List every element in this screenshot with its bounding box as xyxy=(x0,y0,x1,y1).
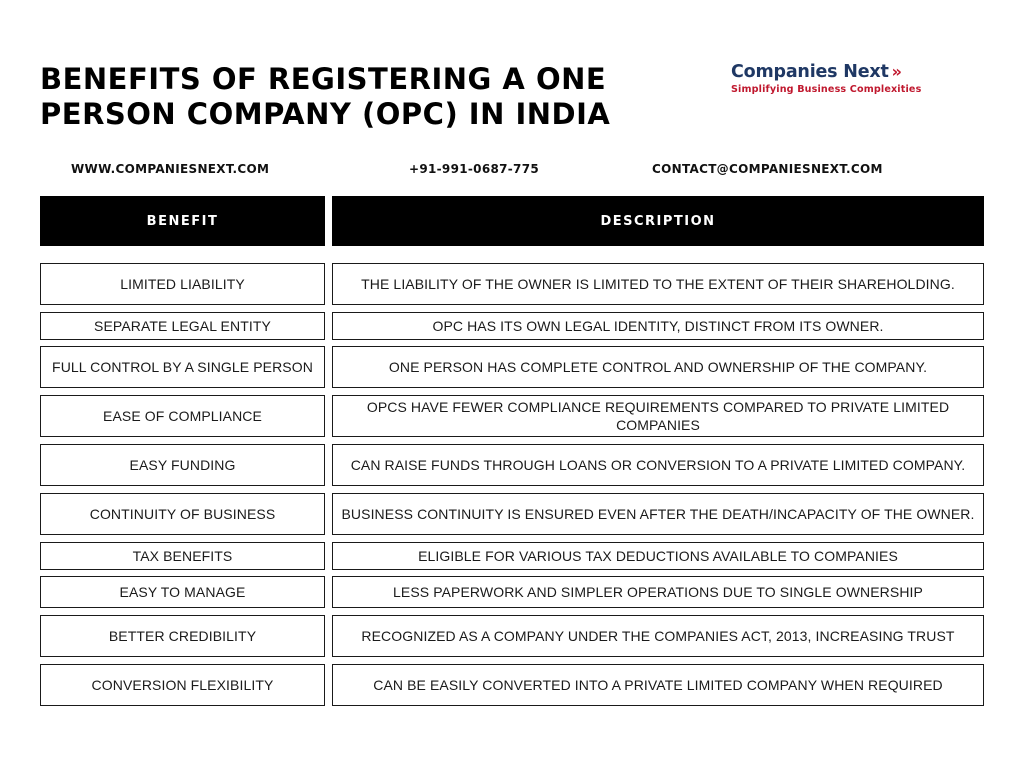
companies-next-logo xyxy=(731,62,931,95)
description-cell-limited-liability: THE LIABILITY OF THE OWNER IS LIMITED TO THE EXTENT OF THEIR SHAREHOLDING. xyxy=(332,263,984,305)
benefit-cell-conversion-flexibility: CONVERSION FLEXIBILITY xyxy=(40,664,325,706)
page-title xyxy=(40,62,660,132)
description-cell-easy-funding: CAN RAISE FUNDS THROUGH LOANS OR CONVERSION TO A PRIVATE LIMITED COMPANY. xyxy=(332,444,984,486)
description-cell-separate-legal-entity: OPC HAS ITS OWN LEGAL IDENTITY, DISTINCT FROM ITS OWNER. xyxy=(332,312,984,340)
description-column-header: DESCRIPTION xyxy=(332,196,984,246)
website-link[interactable]: WWW.COMPANIESNEXT.COM xyxy=(71,162,270,176)
description-cell-easy-to-manage: LESS PAPERWORK AND SIMPLER OPERATIONS DUE TO SINGLE OWNERSHIP xyxy=(332,576,984,608)
logo-name-line xyxy=(731,62,931,82)
description-cell-conversion-flexibility: CAN BE EASILY CONVERTED INTO A PRIVATE LIMITED COMPANY WHEN REQUIRED xyxy=(332,664,984,706)
description-cell-better-credibility: RECOGNIZED AS A COMPANY UNDER THE COMPANIES ACT, 2013, INCREASING TRUST xyxy=(332,615,984,657)
benefit-cell-limited-liability: LIMITED LIABILITY xyxy=(40,263,325,305)
benefit-cell-better-credibility: BETTER CREDIBILITY xyxy=(40,615,325,657)
double-chevron-right-icon: » xyxy=(891,62,899,81)
page-title-line-2: PERSON COMPANY (OPC) IN INDIA xyxy=(40,97,611,131)
benefit-cell-full-control: FULL CONTROL BY A SINGLE PERSON xyxy=(40,346,325,388)
phone-number[interactable]: +91-991-0687-775 xyxy=(409,162,539,176)
logo-name: Companies Next xyxy=(731,62,889,82)
logo-tagline: Simplifying Business Complexities xyxy=(731,84,922,95)
description-cell-continuity-of-business: BUSINESS CONTINUITY IS ENSURED EVEN AFTER THE DEATH/INCAPACITY OF THE OWNER. xyxy=(332,493,984,535)
description-cell-tax-benefits: ELIGIBLE FOR VARIOUS TAX DEDUCTIONS AVAILABLE TO COMPANIES xyxy=(332,542,984,570)
page-title-line-1: BENEFITS OF REGISTERING A ONE xyxy=(40,62,607,96)
description-cell-full-control: ONE PERSON HAS COMPLETE CONTROL AND OWNERSHIP OF THE COMPANY. xyxy=(332,346,984,388)
description-cell-ease-of-compliance: OPCS HAVE FEWER COMPLIANCE REQUIREMENTS COMPARED TO PRIVATE LIMITED COMPANIES xyxy=(332,395,984,437)
benefit-cell-easy-funding: EASY FUNDING xyxy=(40,444,325,486)
benefit-cell-continuity-of-business: CONTINUITY OF BUSINESS xyxy=(40,493,325,535)
email-link[interactable]: CONTACT@COMPANIESNEXT.COM xyxy=(652,162,883,176)
benefit-cell-ease-of-compliance: EASE OF COMPLIANCE xyxy=(40,395,325,437)
benefit-cell-separate-legal-entity: SEPARATE LEGAL ENTITY xyxy=(40,312,325,340)
benefit-cell-easy-to-manage: EASY TO MANAGE xyxy=(40,576,325,608)
benefit-column-header: BENEFIT xyxy=(40,196,325,246)
benefit-cell-tax-benefits: TAX BENEFITS xyxy=(40,542,325,570)
